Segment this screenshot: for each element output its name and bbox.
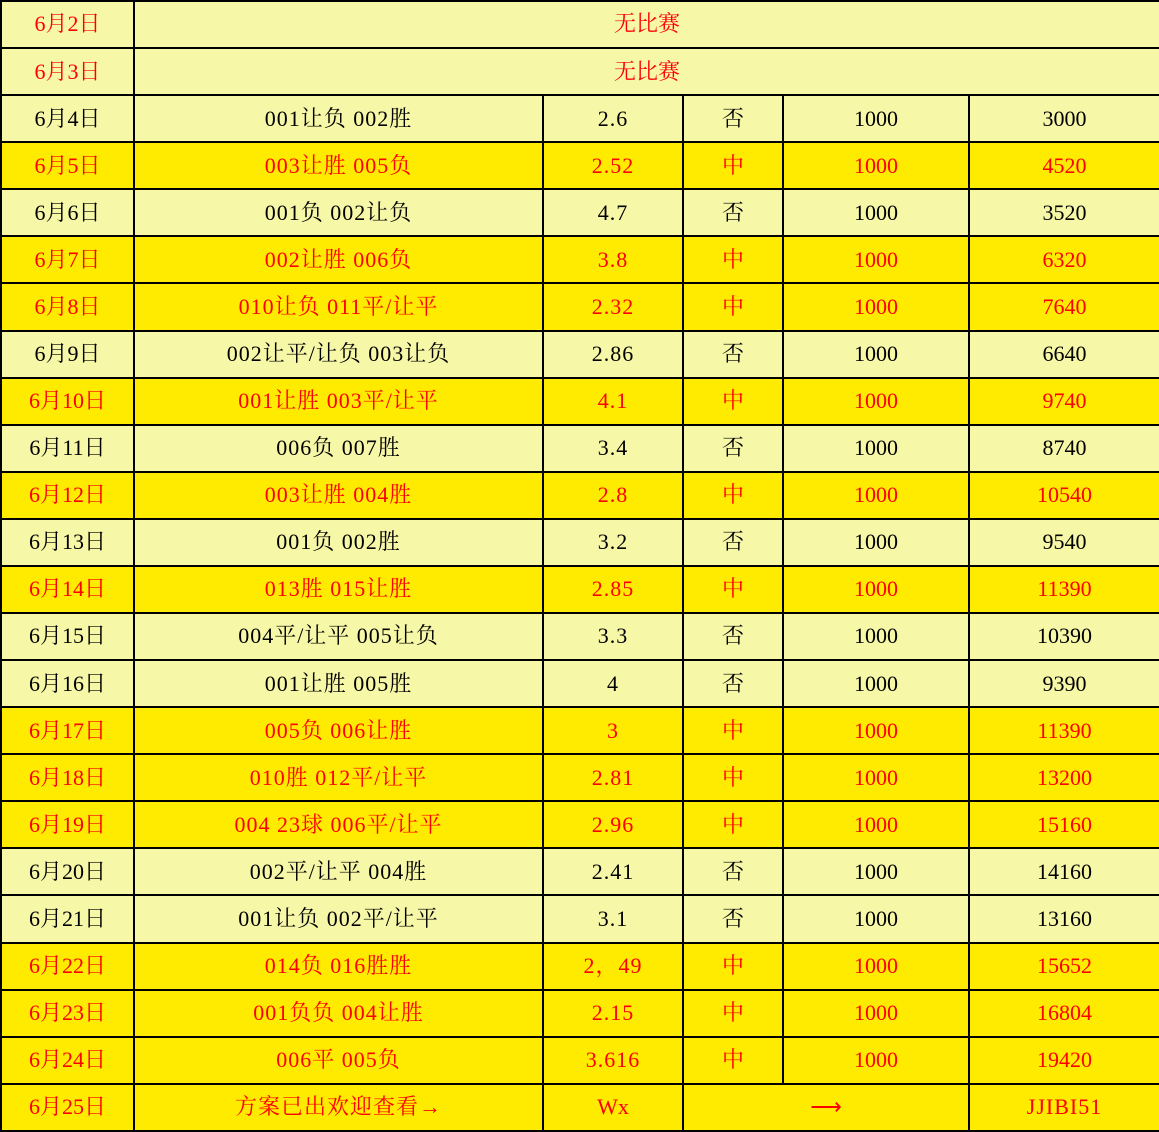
cell-pick: 001负 002让负: [134, 189, 543, 236]
cell-pick: 006平 005负: [134, 1037, 543, 1084]
cell-pick: 002让平/让负 003让负: [134, 331, 543, 378]
cell-total: 13200: [969, 754, 1159, 801]
cell-pick: 004平/让平 005让负: [134, 613, 543, 660]
cell-date: 6月5日: [1, 142, 134, 189]
cell-date: 6月10日: [1, 378, 134, 425]
cell-pick: 003让胜 005负: [134, 142, 543, 189]
table-row: [1, 95, 1159, 142]
cell-stake: 1000: [783, 1037, 969, 1084]
table-row: [1, 378, 1159, 425]
cell-pick: 002让胜 006负: [134, 236, 543, 283]
table-row: [1, 142, 1159, 189]
cell-stake: 1000: [783, 95, 969, 142]
cell-hit: 否: [683, 331, 783, 378]
wechat-label: Wx: [543, 1084, 683, 1131]
cell-date: 6月20日: [1, 848, 134, 895]
cell-stake: 1000: [783, 848, 969, 895]
cell-hit: 否: [683, 425, 783, 472]
cell-total: 8740: [969, 425, 1159, 472]
table-row: [1, 1037, 1159, 1084]
cell-date: 6月16日: [1, 660, 134, 707]
cell-stake: 1000: [783, 660, 969, 707]
cell-odds: 2.32: [543, 283, 683, 330]
cell-odds: 3.8: [543, 236, 683, 283]
cell-odds: 2.6: [543, 95, 683, 142]
table-row: [1, 331, 1159, 378]
cell-date: 6月8日: [1, 283, 134, 330]
cell-date: 6月19日: [1, 801, 134, 848]
cell-stake: 1000: [783, 283, 969, 330]
cell-pick: 001负 002胜: [134, 519, 543, 566]
cell-stake: 1000: [783, 801, 969, 848]
cell-total: 6320: [969, 236, 1159, 283]
cell-odds: 2.86: [543, 331, 683, 378]
cell-total: 10540: [969, 472, 1159, 519]
cell-total: 11390: [969, 707, 1159, 754]
table-row: [1, 613, 1159, 660]
cell-pick: 005负 006让胜: [134, 707, 543, 754]
table-row: [1, 801, 1159, 848]
cell-total: 13160: [969, 895, 1159, 942]
cell-date: 6月6日: [1, 189, 134, 236]
cell-date: 6月4日: [1, 95, 134, 142]
cell-hit: 否: [683, 189, 783, 236]
cell-pick: 006负 007胜: [134, 425, 543, 472]
table-row: [1, 236, 1159, 283]
table-row: [1, 519, 1159, 566]
cell-odds: 2，49: [543, 943, 683, 990]
cell-total: 10390: [969, 613, 1159, 660]
cell-stake: 1000: [783, 943, 969, 990]
cell-date: 6月12日: [1, 472, 134, 519]
cell-total: 14160: [969, 848, 1159, 895]
cell-odds: 3.616: [543, 1037, 683, 1084]
table-row: [1, 48, 1159, 95]
cell-total: 3000: [969, 95, 1159, 142]
cell-pick: 001负负 004让胜: [134, 990, 543, 1037]
cell-odds: 2.81: [543, 754, 683, 801]
cell-total: 7640: [969, 283, 1159, 330]
cell-pick: 013胜 015让胜: [134, 566, 543, 613]
cell-no-match: 无比赛: [134, 1, 1159, 48]
cell-date: 6月24日: [1, 1037, 134, 1084]
table-row: [1, 943, 1159, 990]
cell-date: 6月7日: [1, 236, 134, 283]
cell-odds: 3.1: [543, 895, 683, 942]
cell-hit: 中: [683, 142, 783, 189]
cell-date: 6月23日: [1, 990, 134, 1037]
cell-stake: 1000: [783, 754, 969, 801]
table-row: [1, 895, 1159, 942]
cell-date: 6月14日: [1, 566, 134, 613]
table-row: [1, 189, 1159, 236]
wechat-id[interactable]: JJIBI51: [969, 1084, 1159, 1131]
cell-total: 19420: [969, 1037, 1159, 1084]
cell-stake: 1000: [783, 425, 969, 472]
cell-total: 16804: [969, 990, 1159, 1037]
table-body: [1, 1, 1159, 1131]
cell-hit: 中: [683, 472, 783, 519]
cell-hit: 中: [683, 283, 783, 330]
cell-pick: 003让胜 004胜: [134, 472, 543, 519]
cell-total: 9740: [969, 378, 1159, 425]
table-row: [1, 848, 1159, 895]
cell-hit: 中: [683, 990, 783, 1037]
cell-stake: 1000: [783, 613, 969, 660]
table-row: [1, 1, 1159, 48]
cell-total: 6640: [969, 331, 1159, 378]
cell-odds: 2.52: [543, 142, 683, 189]
cell-date: 6月13日: [1, 519, 134, 566]
cell-pick: 001让胜 005胜: [134, 660, 543, 707]
cell-stake: 1000: [783, 236, 969, 283]
cell-hit: 中: [683, 707, 783, 754]
table-row: [1, 660, 1159, 707]
table-row: [1, 472, 1159, 519]
cell-hit: 否: [683, 613, 783, 660]
cell-hit: 否: [683, 895, 783, 942]
cell-pick: 002平/让平 004胜: [134, 848, 543, 895]
cell-stake: 1000: [783, 895, 969, 942]
cell-stake: 1000: [783, 990, 969, 1037]
table-row: [1, 754, 1159, 801]
cell-hit: 否: [683, 519, 783, 566]
cell-odds: 3.2: [543, 519, 683, 566]
cell-date: 6月17日: [1, 707, 134, 754]
promo-message[interactable]: 方案已出欢迎查看→: [134, 1084, 543, 1131]
cell-date: 6月18日: [1, 754, 134, 801]
cell-total: 15160: [969, 801, 1159, 848]
arrow-icon: ⟶: [683, 1084, 969, 1131]
cell-hit: 中: [683, 754, 783, 801]
cell-pick: 010让负 011平/让平: [134, 283, 543, 330]
cell-date: 6月11日: [1, 425, 134, 472]
cell-pick: 004 23球 006平/让平: [134, 801, 543, 848]
cell-stake: 1000: [783, 331, 969, 378]
cell-hit: 中: [683, 566, 783, 613]
cell-stake: 1000: [783, 378, 969, 425]
cell-hit: 中: [683, 1037, 783, 1084]
table-row: [1, 566, 1159, 613]
cell-pick: 001让负 002胜: [134, 95, 543, 142]
cell-hit: 中: [683, 378, 783, 425]
cell-hit: 中: [683, 801, 783, 848]
cell-hit: 否: [683, 95, 783, 142]
cell-odds: 2.41: [543, 848, 683, 895]
cell-total: 9390: [969, 660, 1159, 707]
cell-odds: 3.4: [543, 425, 683, 472]
cell-hit: 否: [683, 848, 783, 895]
cell-stake: 1000: [783, 189, 969, 236]
cell-date: 6月2日: [1, 1, 134, 48]
cell-date: 6月9日: [1, 331, 134, 378]
cell-total: 15652: [969, 943, 1159, 990]
cell-stake: 1000: [783, 142, 969, 189]
promo-row: [1, 1084, 1159, 1131]
cell-odds: 3.3: [543, 613, 683, 660]
table-row: [1, 707, 1159, 754]
cell-hit: 中: [683, 943, 783, 990]
table-row: [1, 425, 1159, 472]
cell-odds: 3: [543, 707, 683, 754]
cell-date: 6月21日: [1, 895, 134, 942]
cell-total: 9540: [969, 519, 1159, 566]
cell-odds: 4.1: [543, 378, 683, 425]
cell-total: 3520: [969, 189, 1159, 236]
cell-stake: 1000: [783, 472, 969, 519]
cell-pick: 014负 016胜胜: [134, 943, 543, 990]
cell-stake: 1000: [783, 566, 969, 613]
cell-hit: 中: [683, 236, 783, 283]
table-row: [1, 990, 1159, 1037]
cell-pick: 001让负 002平/让平: [134, 895, 543, 942]
cell-stake: 1000: [783, 707, 969, 754]
cell-odds: 4.7: [543, 189, 683, 236]
cell-odds: 2.96: [543, 801, 683, 848]
cell-total: 11390: [969, 566, 1159, 613]
cell-date: 6月3日: [1, 48, 134, 95]
cell-pick: 001让胜 003平/让平: [134, 378, 543, 425]
table-row: [1, 283, 1159, 330]
cell-total: 4520: [969, 142, 1159, 189]
cell-date: 6月25日: [1, 1084, 134, 1131]
cell-date: 6月22日: [1, 943, 134, 990]
cell-date: 6月15日: [1, 613, 134, 660]
cell-odds: 2.85: [543, 566, 683, 613]
cell-hit: 否: [683, 660, 783, 707]
cell-no-match: 无比赛: [134, 48, 1159, 95]
cell-stake: 1000: [783, 519, 969, 566]
cell-odds: 2.15: [543, 990, 683, 1037]
cell-pick: 010胜 012平/让平: [134, 754, 543, 801]
cell-odds: 4: [543, 660, 683, 707]
cell-odds: 2.8: [543, 472, 683, 519]
